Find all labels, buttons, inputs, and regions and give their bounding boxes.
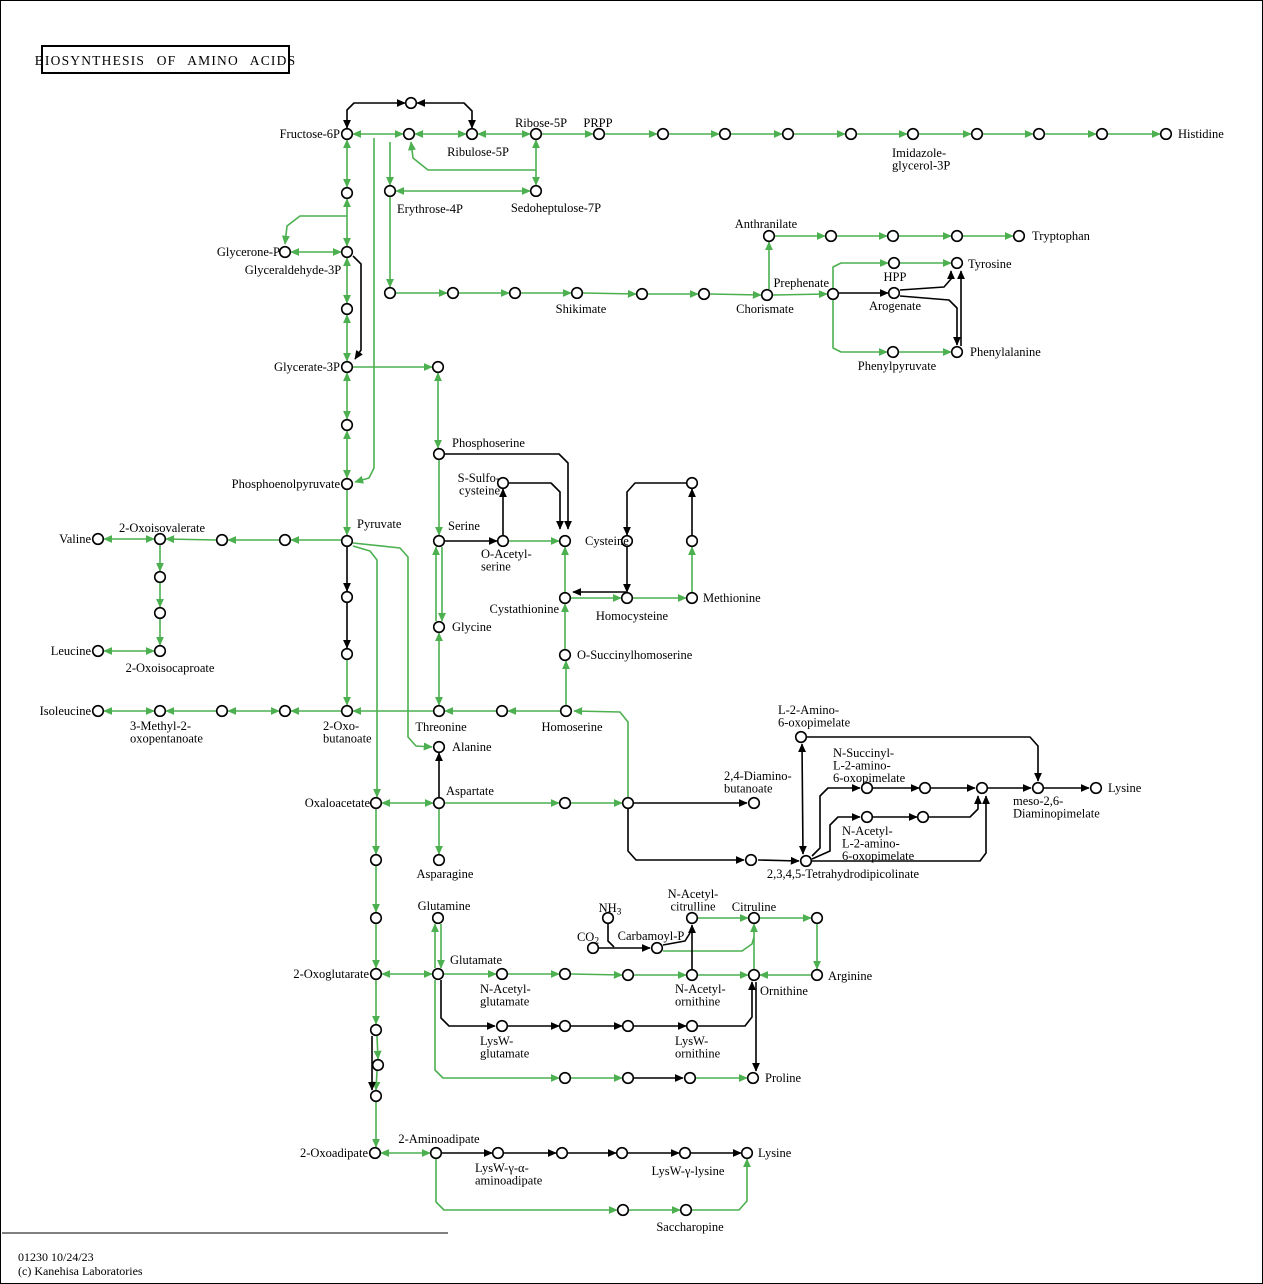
metabolite-label: N-Succinyl-L-2-amino-6-oxopimelate [833, 746, 906, 786]
metabolite-node[interactable] [742, 1148, 753, 1159]
metabolite-node[interactable] [652, 943, 663, 954]
metabolite-label: Proline [765, 1071, 802, 1085]
metabolite-node[interactable] [510, 288, 521, 299]
metabolite-node[interactable] [1033, 783, 1044, 794]
metabolite-node[interactable] [342, 420, 353, 431]
metabolite-label: Tryptophan [1032, 229, 1090, 243]
metabolite-label: Ornithine [760, 984, 808, 998]
metabolite-label: Citruline [731, 900, 777, 914]
metabolite-node[interactable] [404, 129, 415, 140]
metabolite-node[interactable] [433, 362, 444, 373]
reaction-edge [710, 294, 761, 295]
metabolite-label: Chorismate [736, 302, 794, 316]
metabolite-node[interactable] [531, 186, 542, 197]
metabolite-label: Glutamine [417, 899, 471, 913]
metabolite-label: Glycerate-3P [274, 360, 340, 374]
metabolite-node[interactable] [801, 856, 812, 867]
metabolite-node[interactable] [448, 288, 459, 299]
metabolite-label: Glyceraldehyde-3P [244, 263, 342, 277]
reaction-edge [758, 860, 799, 861]
metabolite-node[interactable] [371, 1091, 382, 1102]
metabolite-label: 2-Aminoadipate [398, 1132, 480, 1146]
metabolite-node[interactable] [560, 593, 571, 604]
metabolite-node[interactable] [342, 188, 353, 199]
metabolite-label: S-Sulfo-cysteine [457, 471, 500, 498]
metabolite-node[interactable] [434, 742, 445, 753]
metabolite-label: N-Acetyl-glutamate [480, 982, 531, 1009]
reaction-edge [833, 263, 888, 288]
metabolite-node[interactable] [561, 706, 572, 717]
metabolite-node[interactable] [685, 1073, 696, 1084]
metabolite-node[interactable] [846, 129, 857, 140]
metabolite-node[interactable] [371, 855, 382, 866]
metabolite-node[interactable] [434, 706, 445, 717]
reaction-edge [376, 1071, 377, 1090]
labels-layer [40, 116, 1225, 1234]
metabolite-node[interactable] [623, 1021, 634, 1032]
metabolite-node[interactable] [796, 732, 807, 743]
metabolite-node[interactable] [908, 129, 919, 140]
reaction-edge [627, 483, 686, 535]
metabolite-node[interactable] [280, 535, 291, 546]
metabolite-label: Anthranilate [734, 217, 798, 231]
metabolite-label: Shikimate [555, 302, 607, 316]
metabolite-node[interactable] [217, 535, 228, 546]
metabolite-node[interactable] [560, 650, 571, 661]
metabolite-node[interactable] [560, 969, 571, 980]
metabolite-label: 2-Oxoisocaproate [125, 661, 215, 675]
metabolite-node[interactable] [498, 536, 509, 547]
metabolite-label: $NH_3$ [598, 901, 622, 918]
metabolite-node[interactable] [681, 1205, 692, 1216]
metabolite-node[interactable] [531, 129, 542, 140]
metabolite-node[interactable] [560, 536, 571, 547]
metabolite-node[interactable] [342, 129, 353, 140]
metabolite-node[interactable] [371, 913, 382, 924]
reaction-edge [583, 293, 636, 294]
reaction-edge [628, 809, 744, 860]
metabolite-node[interactable] [93, 646, 104, 657]
metabolite-node[interactable] [862, 812, 873, 823]
metabolite-label: Saccharopine [656, 1220, 724, 1234]
reaction-edge [900, 271, 951, 290]
metabolite-label: Arginine [828, 969, 873, 983]
metabolite-node[interactable] [637, 289, 648, 300]
metabolite-node[interactable] [560, 798, 571, 809]
metabolite-node[interactable] [622, 593, 633, 604]
reaction-edge [773, 294, 827, 295]
metabolite-label: L-2-Amino-6-oxopimelate [778, 703, 851, 730]
metabolite-node[interactable] [720, 129, 731, 140]
metabolite-label: Fructose-6P [279, 127, 340, 141]
metabolite-node[interactable] [342, 592, 353, 603]
metabolite-label: HPP [883, 270, 907, 284]
metabolite-label: Threonine [415, 720, 467, 734]
metabolite-node[interactable] [434, 622, 445, 633]
metabolite-label: 2,4-Diamino-butanoate [724, 769, 792, 796]
metabolite-label: O-Acetyl-serine [481, 547, 532, 574]
metabolite-node[interactable] [618, 1205, 629, 1216]
metabolite-label: N-Acetyl-ornithine [675, 982, 726, 1009]
reaction-edge [355, 138, 374, 482]
metabolite-node[interactable] [699, 289, 710, 300]
metabolite-label: Glycerone-P [216, 245, 280, 259]
metabolite-node[interactable] [687, 1021, 698, 1032]
reaction-edge [353, 256, 361, 359]
metabolite-label: Lysine [758, 1146, 792, 1160]
metabolite-node[interactable] [385, 186, 396, 197]
metabolite-label: Phenylalanine [970, 345, 1041, 359]
metabolite-label: Glutamate [450, 953, 503, 967]
metabolite-node[interactable] [952, 347, 963, 358]
metabolite-node[interactable] [434, 798, 445, 809]
metabolite-label: Pyruvate [357, 517, 402, 531]
metabolite-label: Arogenate [868, 299, 922, 313]
metabolite-node[interactable] [342, 304, 353, 315]
metabolite-label: meso-2,6-Diaminopimelate [1013, 794, 1100, 821]
metabolite-label: $CO_2$ [576, 930, 600, 947]
metabolite-node[interactable] [560, 1021, 571, 1032]
metabolite-node[interactable] [783, 129, 794, 140]
metabolite-label: Ribulose-5P [447, 145, 509, 159]
metabolite-node[interactable] [371, 1025, 382, 1036]
metabolite-label: Histidine [1178, 127, 1224, 141]
metabolite-node[interactable] [687, 970, 698, 981]
metabolite-node[interactable] [434, 449, 445, 460]
metabolite-node[interactable] [1097, 129, 1108, 140]
metabolite-node[interactable] [560, 1073, 571, 1084]
metabolite-node[interactable] [342, 479, 353, 490]
metabolite-node[interactable] [572, 288, 583, 299]
metabolite-label: Homocysteine [595, 609, 669, 623]
metabolite-label: Asparagine [416, 867, 474, 881]
metabolite-label: 2-Oxoadipate [299, 1146, 368, 1160]
metabolite-node[interactable] [434, 855, 445, 866]
metabolite-node[interactable] [918, 812, 929, 823]
metabolite-node[interactable] [812, 970, 823, 981]
metabolite-node[interactable] [749, 798, 760, 809]
metabolite-node[interactable] [93, 706, 104, 717]
metabolite-node[interactable] [680, 1148, 691, 1159]
reaction-edge [285, 216, 347, 244]
map-border [1, 1, 1263, 1284]
map-title-box [35, 46, 297, 73]
metabolite-node[interactable] [434, 536, 445, 547]
metabolite-node[interactable] [431, 1148, 442, 1159]
metabolite-node[interactable] [1034, 129, 1045, 140]
metabolite-node[interactable] [617, 1148, 628, 1159]
metabolite-label: 2,3,4,5-Tetrahydrodipicolinate [766, 867, 920, 881]
metabolite-label: Glycine [452, 620, 492, 634]
metabolite-label: Serine [448, 519, 480, 533]
metabolite-label: Imidazole-glycerol-3P [892, 146, 951, 173]
copyright: (c) Kanehisa Laboratories [18, 1264, 143, 1278]
metabolite-label: Homoserine [541, 720, 603, 734]
metabolite-node[interactable] [762, 290, 773, 301]
metabolite-label: Isoleucine [39, 704, 91, 718]
metabolite-node[interactable] [749, 913, 760, 924]
metabolite-label: LysW-ornithine [675, 1034, 721, 1061]
metabolite-label: LysW-glutamate [480, 1034, 530, 1061]
metabolite-node[interactable] [920, 783, 931, 794]
metabolite-node[interactable] [828, 289, 839, 300]
metabolite-node[interactable] [217, 706, 228, 717]
reaction-edge [353, 543, 432, 747]
map-id-date: 01230 10/24/23 [18, 1250, 94, 1264]
metabolite-node[interactable] [93, 534, 104, 545]
reaction-edge [377, 1036, 378, 1059]
metabolite-node[interactable] [748, 1073, 759, 1084]
metabolite-node[interactable] [373, 1060, 384, 1071]
metabolite-node[interactable] [746, 855, 757, 866]
metabolite-node[interactable] [342, 536, 353, 547]
metabolite-node[interactable] [433, 913, 444, 924]
metabolite-node[interactable] [623, 970, 634, 981]
metabolite-label: Lysine [1108, 781, 1142, 795]
metabolite-label: Cysteine [585, 534, 629, 548]
metabolite-node[interactable] [342, 247, 353, 258]
metabolite-node[interactable] [433, 969, 444, 980]
metabolite-label: Sedoheptulose-7P [510, 201, 602, 215]
metabolite-label: Leucine [50, 644, 91, 658]
metabolite-node[interactable] [370, 1148, 381, 1159]
metabolite-node[interactable] [687, 913, 698, 924]
metabolite-node[interactable] [594, 129, 605, 140]
metabolite-node[interactable] [1014, 231, 1025, 242]
metabolite-node[interactable] [497, 706, 508, 717]
metabolite-label: Erythrose-4P [397, 202, 463, 216]
metabolite-label: Methionine [703, 591, 761, 605]
metabolite-node[interactable] [888, 231, 899, 242]
metabolite-label: LysW-γ-α-aminoadipate [475, 1161, 543, 1188]
metabolite-node[interactable] [155, 646, 166, 657]
metabolite-label: Prephenate [773, 276, 829, 290]
reaction-edge [509, 483, 560, 529]
metabolite-node[interactable] [749, 970, 760, 981]
metabolite-node[interactable] [977, 783, 988, 794]
reaction-edge [353, 546, 377, 797]
metabolite-node[interactable] [467, 129, 478, 140]
metabolite-node[interactable] [889, 258, 900, 269]
metabolite-label: PRPP [583, 116, 613, 130]
metabolite-node[interactable] [952, 231, 963, 242]
metabolite-label: Oxaloacetate [304, 796, 370, 810]
metabolite-label: 3-Methyl-2-oxopentanoate [130, 719, 203, 746]
metabolite-label: Phosphoenolpyruvate [231, 477, 340, 491]
metabolite-node[interactable] [623, 798, 634, 809]
metabolite-node[interactable] [687, 593, 698, 604]
metabolite-label: Ribose-5P [514, 116, 568, 130]
metabolite-label: LysW-γ-lysine [651, 1164, 725, 1178]
metabolite-node[interactable] [342, 706, 353, 717]
metabolite-label: 2-Oxoisovalerate [118, 521, 206, 535]
metabolite-node[interactable] [371, 798, 382, 809]
metabolite-node[interactable] [764, 231, 775, 242]
metabolite-node[interactable] [371, 969, 382, 980]
metabolite-label: 2-Oxo-butanoate [323, 719, 372, 746]
metabolite-node[interactable] [972, 129, 983, 140]
metabolite-label: Phosphoserine [452, 436, 525, 450]
metabolite-node[interactable] [658, 129, 669, 140]
metabolite-node[interactable] [406, 98, 417, 109]
metabolite-node[interactable] [497, 969, 508, 980]
metabolite-label: N-Acetyl-L-2-amino-6-oxopimelate [842, 824, 915, 864]
metabolite-node[interactable] [497, 1021, 508, 1032]
metabolite-node[interactable] [557, 1148, 568, 1159]
metabolite-label: 2-Oxoglutarate [293, 967, 369, 981]
metabolite-node[interactable] [952, 258, 963, 269]
metabolite-label: Tyrosine [968, 257, 1012, 271]
metabolite-node[interactable] [1091, 783, 1102, 794]
metabolite-node[interactable] [342, 362, 353, 373]
metabolite-node[interactable] [155, 706, 166, 717]
metabolite-node[interactable] [155, 534, 166, 545]
metabolite-node[interactable] [812, 913, 823, 924]
metabolite-label: Aspartate [446, 784, 494, 798]
metabolite-node[interactable] [623, 1073, 634, 1084]
page-title: BIOSYNTHESIS OF AMINO ACIDS [34, 53, 297, 68]
metabolite-node[interactable] [342, 649, 353, 660]
metabolite-node[interactable] [687, 536, 698, 547]
metabolite-label: Alanine [452, 740, 492, 754]
metabolite-label: Carbamoyl-P [617, 929, 685, 943]
metabolite-node[interactable] [155, 608, 166, 619]
reaction-edge [417, 103, 472, 128]
metabolite-node[interactable] [493, 1148, 504, 1159]
metabolite-node[interactable] [155, 572, 166, 583]
metabolite-node[interactable] [687, 478, 698, 489]
metabolite-label: Cystathionine [489, 602, 559, 616]
reaction-edge [929, 796, 978, 817]
metabolite-label: N-Acetyl-citrulline [667, 887, 719, 914]
metabolite-node[interactable] [385, 288, 396, 299]
metabolite-label: Valine [59, 532, 91, 546]
reaction-edge [608, 924, 614, 947]
metabolite-node[interactable] [1161, 129, 1172, 140]
reaction-edge [802, 744, 803, 854]
reaction-edge [571, 974, 622, 975]
metabolite-label: O-Succinylhomoserine [577, 648, 693, 662]
reaction-edge [166, 539, 216, 540]
metabolite-label: Phenylpyruvate [857, 359, 937, 373]
metabolite-node[interactable] [280, 706, 291, 717]
metabolite-node[interactable] [888, 347, 899, 358]
metabolite-node[interactable] [826, 231, 837, 242]
metabolite-node[interactable] [280, 247, 291, 258]
metabolite-node[interactable] [889, 288, 900, 299]
reaction-edge [347, 103, 405, 128]
